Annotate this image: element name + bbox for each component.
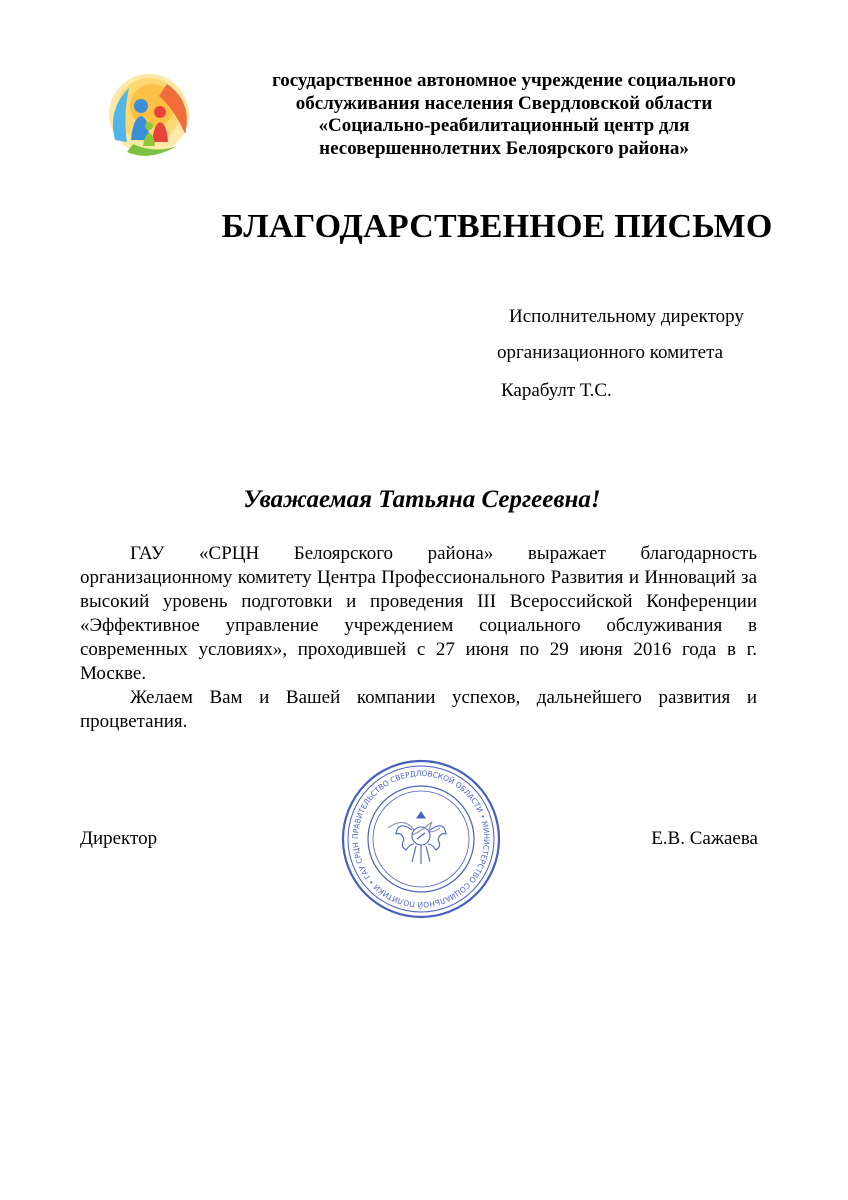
official-stamp — [340, 758, 502, 920]
svg-text:ПРАВИТЕЛЬСТВО СВЕРДЛОВСКОЙ ОБЛ: ПРАВИТЕЛЬСТВО СВЕРДЛОВСКОЙ ОБЛАСТИ • МИНИСТЕРСТВО СОЦИАЛЬНОЙ ПОЛИТИКИ • ГАУ СРЦН — [350, 768, 492, 910]
official-seal-icon — [340, 758, 502, 920]
signature-role: Директор — [80, 828, 158, 849]
organization-name-line: «Социально-реабилитационный центр для — [318, 115, 690, 136]
addressee-line: организационного комитета — [497, 342, 724, 363]
family-logo-icon — [97, 70, 195, 162]
organization-name — [240, 70, 768, 160]
body-paragraph: ГАУ «СРЦН Белоярского района» выражает благодарность организационному комитету Центра Профессионального Развития и Инноваций за высокий уровень подготовки и проведения III Всероссийской Конференции «Эффективное управление учреждением социального обслуживания в современных условиях», проходившей с 27 июня по 29 июня 2016 года в г. Москве. — [80, 543, 757, 684]
organization-logo — [97, 70, 195, 162]
letter-title: БЛАГОДАРСТВЕННОЕ ПИСЬМО — [221, 208, 773, 245]
organization-name-line: обслуживания населения Свердловской области — [295, 92, 713, 114]
signature-name: Е.В. Сажаева — [651, 828, 758, 849]
organization-name-line: несовершеннолетних Белоярского района» — [319, 137, 689, 159]
organization-name-line: государственное автономное учреждение социального — [272, 70, 736, 91]
addressee-line: Исполнительному директору — [509, 306, 744, 327]
letter-body — [80, 542, 757, 734]
salutation: Уважаемая Татьяна Сергеевна! — [243, 486, 601, 513]
addressee-line: Карабулт Т.С. — [501, 380, 612, 401]
body-paragraph: Желаем Вам и Вашей компании успехов, дальнейшего развития и процветания. — [80, 687, 757, 732]
